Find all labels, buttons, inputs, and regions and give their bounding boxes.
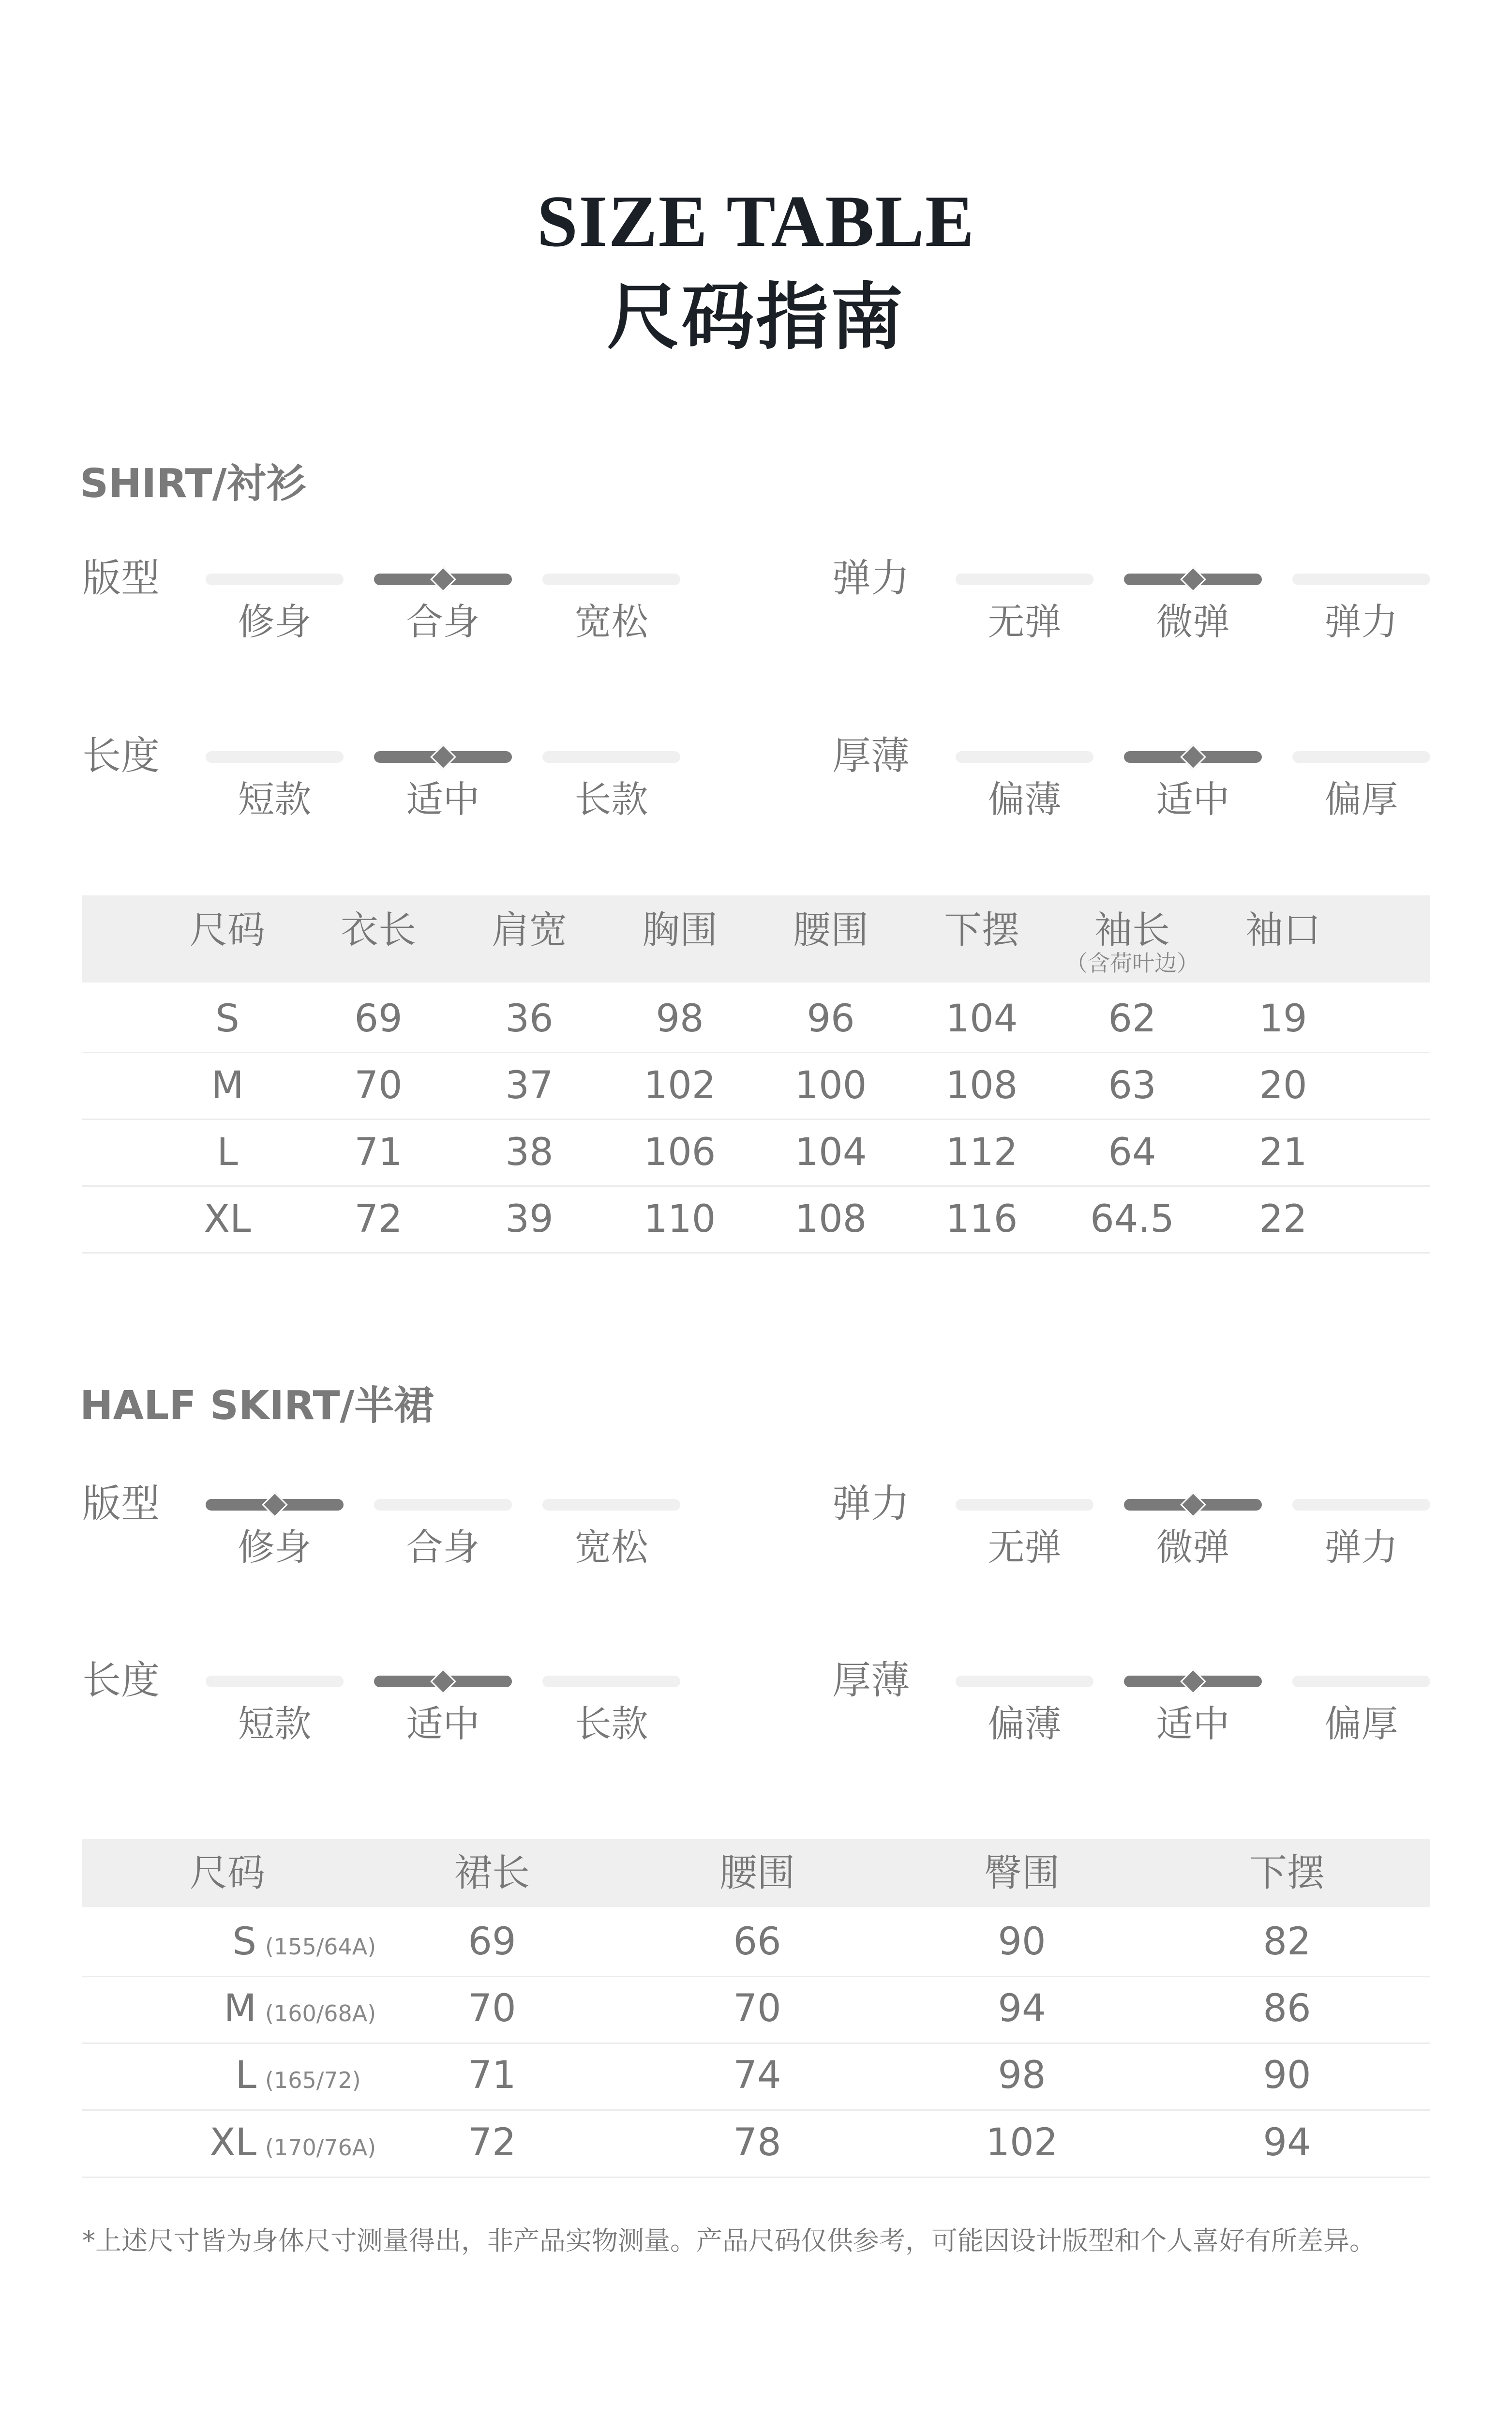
slider-knob-icon (262, 1492, 288, 1518)
size-standard: (155/64A) (265, 1934, 376, 1960)
table-header-cell: 袖口 (1245, 908, 1321, 952)
table-cell: 96 (807, 997, 855, 1041)
table-header-cell: 尺码 (189, 908, 265, 952)
table-cell: 21 (1259, 1131, 1307, 1174)
table-cell: 70 (354, 1064, 403, 1107)
table-cell: 70 (468, 1987, 516, 2030)
size-label: XL (210, 2121, 256, 2164)
table-cell: 90 (1263, 2054, 1311, 2097)
table-cell: 19 (1259, 997, 1307, 1041)
table-cell: 82 (1263, 1920, 1311, 1964)
attribute-option: 偏厚 (1324, 1702, 1398, 1745)
attribute-option: 弹力 (1324, 1526, 1398, 1569)
table-header-cell: 下摆 (1249, 1851, 1325, 1895)
attribute-option: 适中 (406, 1702, 480, 1745)
attribute-option: 长款 (574, 1702, 648, 1745)
table-cell: 106 (644, 1131, 716, 1174)
attribute-label: 弹力 (832, 556, 910, 601)
row-divider (82, 1976, 1430, 1977)
slider-track (542, 1499, 680, 1511)
slider-track (1292, 1676, 1430, 1687)
size-label: XL (204, 1197, 251, 1241)
slider-track-selected (1124, 574, 1262, 585)
table-cell: 39 (505, 1197, 554, 1241)
slider-knob-icon (1180, 1492, 1206, 1518)
table-cell: 64.5 (1090, 1197, 1174, 1241)
slider-track (956, 1499, 1093, 1511)
attribute-option: 无弹 (988, 1526, 1062, 1569)
slider-track (1292, 574, 1430, 585)
slider-track (206, 751, 344, 763)
attribute-option: 弹力 (1324, 600, 1398, 643)
attribute-option: 偏薄 (988, 1702, 1062, 1745)
table-cell: 64 (1108, 1131, 1156, 1174)
table-cell: 102 (986, 2121, 1058, 2164)
table-cell: 104 (794, 1131, 867, 1174)
slider-track (206, 574, 344, 585)
table-cell: 20 (1259, 1064, 1307, 1107)
table-cell: 110 (644, 1197, 716, 1241)
row-divider (82, 2177, 1430, 2178)
table-header-cell: 肩宽 (491, 908, 567, 952)
slider-track (206, 1676, 344, 1687)
slider-knob-icon (1180, 566, 1206, 592)
slider-knob-icon (430, 566, 456, 592)
table-cell: 69 (354, 997, 403, 1041)
row-divider (82, 1185, 1430, 1187)
attribute-option: 合身 (406, 1526, 480, 1569)
attribute-label: 长度 (82, 1658, 160, 1703)
size-label: M (224, 1987, 256, 2030)
row-divider (82, 2109, 1430, 2111)
attribute-option: 偏薄 (988, 778, 1062, 821)
attribute-option: 微弹 (1156, 600, 1230, 643)
attribute-option: 合身 (406, 600, 480, 643)
row-divider (82, 2042, 1430, 2044)
skirt-section-title: HALF SKIRT/半裙 (80, 1383, 434, 1429)
size-label: M (211, 1064, 244, 1107)
table-cell: 104 (945, 997, 1018, 1041)
attribute-option: 宽松 (574, 1526, 648, 1569)
table-cell: 70 (733, 1987, 781, 2030)
slider-track (542, 1676, 680, 1687)
slider-track (1292, 1499, 1430, 1511)
table-header-cell: 胸围 (642, 908, 718, 952)
size-label: S (215, 997, 240, 1041)
attribute-option: 微弹 (1156, 1526, 1230, 1569)
table-cell: 71 (468, 2054, 516, 2097)
table-cell: 108 (945, 1064, 1018, 1107)
table-header-cell: 下摆 (943, 908, 1019, 952)
attribute-label: 长度 (82, 733, 160, 778)
attribute-option: 适中 (1156, 1702, 1230, 1745)
page-title-cn: 尺码指南 (607, 274, 905, 360)
slider-track-selected (374, 574, 512, 585)
attribute-label: 厚薄 (832, 1658, 910, 1703)
size-standard: (165/72) (265, 2067, 361, 2093)
attribute-label: 弹力 (832, 1481, 910, 1526)
attribute-option: 偏厚 (1324, 778, 1398, 821)
slider-track-selected (206, 1499, 344, 1511)
table-header-cell: 裙长 (454, 1851, 530, 1895)
table-cell: 37 (505, 1064, 554, 1107)
attribute-option: 适中 (1156, 778, 1230, 821)
size-label: L (217, 1131, 238, 1174)
size-label: S (232, 1920, 256, 1964)
size-standard: (160/68A) (265, 2000, 376, 2027)
row-divider (82, 1252, 1430, 1254)
table-header-cell: 尺码 (189, 1851, 265, 1895)
slider-track-selected (374, 751, 512, 763)
slider-track-selected (374, 1676, 512, 1687)
table-cell: 94 (1263, 2121, 1311, 2164)
slider-track (956, 1676, 1093, 1687)
slider-track-selected (1124, 751, 1262, 763)
attribute-option: 宽松 (574, 600, 648, 643)
slider-track (956, 574, 1093, 585)
row-divider (82, 1119, 1430, 1120)
table-cell: 100 (794, 1064, 867, 1107)
slider-track-selected (1124, 1499, 1262, 1511)
attribute-option: 无弹 (988, 600, 1062, 643)
slider-track (374, 1499, 512, 1511)
table-header-cell: 腰围 (719, 1851, 795, 1895)
attribute-option: 适中 (406, 778, 480, 821)
slider-track (542, 751, 680, 763)
table-cell: 71 (354, 1131, 403, 1174)
table-cell: 36 (505, 997, 554, 1041)
shirt-section-title: SHIRT/衬衫 (80, 461, 306, 507)
attribute-label: 厚薄 (832, 733, 910, 778)
table-cell: 72 (354, 1197, 403, 1241)
table-header-cell: 腰围 (793, 908, 868, 952)
table-cell: 90 (998, 1920, 1046, 1964)
table-cell: 74 (733, 2054, 781, 2097)
table-header-cell: 臀围 (984, 1851, 1060, 1895)
table-cell: 78 (733, 2121, 781, 2164)
row-divider (82, 1052, 1430, 1053)
table-header-cell: 袖长 (1094, 908, 1170, 952)
attribute-option: 短款 (238, 778, 312, 821)
page-title-en: SIZE TABLE (537, 181, 975, 262)
attribute-option: 短款 (238, 1702, 312, 1745)
attribute-label: 版型 (82, 1481, 160, 1526)
table-cell: 62 (1108, 997, 1156, 1041)
table-cell: 94 (998, 1987, 1046, 2030)
slider-knob-icon (430, 1668, 456, 1694)
table-cell: 98 (656, 997, 704, 1041)
table-cell: 112 (945, 1131, 1018, 1174)
slider-knob-icon (430, 744, 456, 770)
table-cell: 98 (998, 2054, 1046, 2097)
attribute-label: 版型 (82, 556, 160, 601)
table-cell: 72 (468, 2121, 516, 2164)
slider-track (1292, 751, 1430, 763)
table-header-cell: 衣长 (340, 908, 416, 952)
footnote: *上述尺寸皆为身体尺寸测量得出，非产品实物测量。产品尺码仅供参考，可能因设计版型和个人喜好有所差异。 (82, 2225, 1376, 2256)
table-cell: 63 (1108, 1064, 1156, 1107)
attribute-option: 修身 (238, 600, 312, 643)
table-cell: 102 (644, 1064, 716, 1107)
attribute-option: 长款 (574, 778, 648, 821)
slider-track-selected (1124, 1676, 1262, 1687)
size-standard: (170/76A) (265, 2134, 376, 2161)
size-label: L (235, 2054, 256, 2097)
slider-track (956, 751, 1093, 763)
slider-knob-icon (1180, 744, 1206, 770)
table-header-note: （含荷叶边） (1065, 950, 1199, 976)
attribute-option: 修身 (238, 1526, 312, 1569)
table-cell: 22 (1259, 1197, 1307, 1241)
table-cell: 116 (945, 1197, 1018, 1241)
table-cell: 38 (505, 1131, 554, 1174)
slider-track (542, 574, 680, 585)
table-cell: 69 (468, 1920, 516, 1964)
slider-knob-icon (1180, 1668, 1206, 1694)
table-cell: 86 (1263, 1987, 1311, 2030)
table-cell: 66 (733, 1920, 781, 1964)
table-cell: 108 (794, 1197, 867, 1241)
